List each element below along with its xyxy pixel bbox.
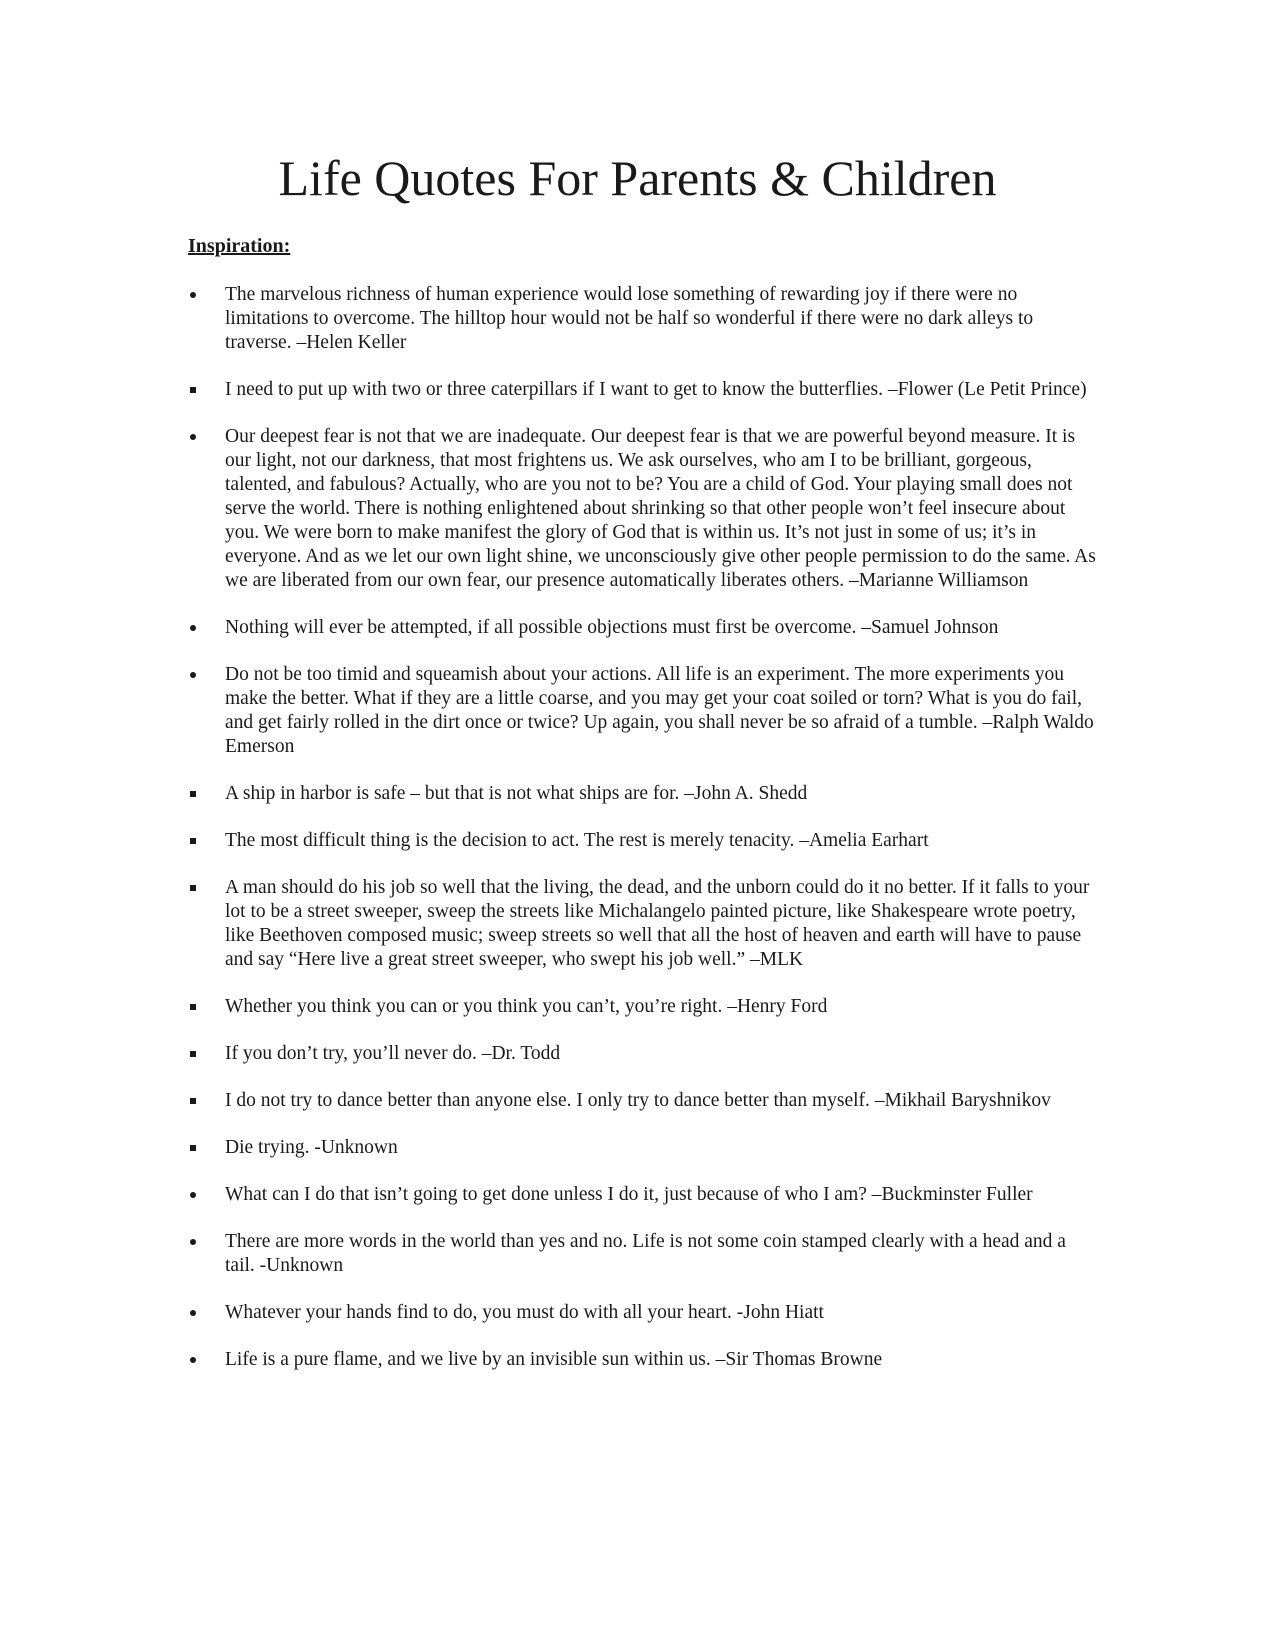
page-title: Life Quotes For Parents & Children: [278, 150, 997, 206]
square-bullet-icon: [188, 782, 202, 806]
quote-item: [188, 1183, 1098, 1207]
quote-text: Whether you think you can or you think you can’t, you’re right. –Henry Ford: [225, 996, 828, 1017]
quote-text: Our deepest fear is not that we are inadequate. Our deepest fear is that we are powerful beyond measure. It is our light, not our darkness, that most frightens us. We ask ourselves, who am I to be brilliant, gorgeous, talented, and fabulous? Actually, who are you not to be? You are a child of God. Your playing small does not serve the world. There is nothing enlightened about shrinking so that other people won’t feel insecure about you. We were born to make manifest the glory of God that is within us. It’s not just in some of us; it’s in everyone. And as we let our own light shine, we unconsciously give other people permission to do the same. As we are liberated from our own fear, our presence automatically liberates others. –Marianne Williamson: [225, 426, 1096, 591]
quote-item: [188, 1136, 1098, 1160]
quote-text: Die trying. -Unknown: [225, 1137, 398, 1158]
quote-item: [188, 663, 1098, 759]
round-bullet-icon: [188, 1183, 202, 1207]
square-bullet-icon: [188, 378, 202, 402]
round-bullet-icon: [188, 1301, 202, 1325]
quote-text: A ship in harbor is safe – but that is not what ships are for. –John A. Shedd: [225, 783, 808, 804]
quote-item: [188, 1348, 1098, 1372]
quote-item: [188, 829, 1098, 853]
quote-item: [188, 378, 1098, 402]
round-bullet-icon: [188, 425, 202, 449]
quote-item: [188, 995, 1098, 1019]
square-bullet-icon: [188, 1136, 202, 1160]
quote-item: [188, 1301, 1098, 1325]
quote-text: What can I do that isn’t going to get done unless I do it, just because of who I am? –Buckminster Fuller: [225, 1184, 1033, 1205]
quote-item: [188, 1042, 1098, 1066]
square-bullet-icon: [188, 876, 202, 900]
quote-text: There are more words in the world than yes and no. Life is not some coin stamped clearly with a head and a tail. -Unknown: [225, 1231, 1066, 1276]
quote-text: Life is a pure flame, and we live by an invisible sun within us. –Sir Thomas Browne: [225, 1349, 883, 1370]
square-bullet-icon: [188, 995, 202, 1019]
quote-item: [188, 1089, 1098, 1113]
quote-text: The marvelous richness of human experience would lose something of rewarding joy if there were no limitations to overcome. The hilltop hour would not be half so wonderful if there were no dark alleys to traverse. –Helen Keller: [225, 284, 1034, 353]
square-bullet-icon: [188, 829, 202, 853]
quote-text: I need to put up with two or three caterpillars if I want to get to know the butterflies. –Flower (Le Petit Prince): [225, 379, 1087, 400]
square-bullet-icon: [188, 1042, 202, 1066]
square-bullet-icon: [188, 1089, 202, 1113]
section-heading-inspiration: Inspiration:: [188, 235, 291, 257]
quote-item: [188, 876, 1098, 972]
quote-text: Do not be too timid and squeamish about your actions. All life is an experiment. The more experiments you make the better. What if they are a little coarse, and you may get your coat soiled or torn? What is you do fail, and get fairly rolled in the dirt once or twice? Up again, you shall never be so afraid of a tumble. –Ralph Waldo Emerson: [225, 664, 1094, 757]
quote-text: I do not try to dance better than anyone else. I only try to dance better than myself. –Mikhail Baryshnikov: [225, 1090, 1051, 1111]
quote-text: Whatever your hands find to do, you must do with all your heart. -John Hiatt: [225, 1302, 824, 1323]
quote-text: Nothing will ever be attempted, if all possible objections must first be overcome. –Samuel Johnson: [225, 617, 999, 638]
round-bullet-icon: [188, 616, 202, 640]
quote-text: The most difficult thing is the decision to act. The rest is merely tenacity. –Amelia Earhart: [225, 830, 929, 851]
quote-text: If you don’t try, you’ll never do. –Dr. Todd: [225, 1043, 561, 1064]
quote-item: [188, 283, 1098, 355]
round-bullet-icon: [188, 663, 202, 687]
quote-item: [188, 1230, 1098, 1278]
quote-text: A man should do his job so well that the living, the dead, and the unborn could do it no better. If it falls to your lot to be a street sweeper, sweep the streets like Michalangelo painted picture, like Shakespeare wrote poetry, like Beethoven composed music; sweep streets so well that all the host of heaven and earth will have to pause and say “Here live a great street sweeper, who swept his job well.” –MLK: [225, 877, 1090, 970]
quote-item: [188, 616, 1098, 640]
quote-item: [188, 782, 1098, 806]
quote-item: [188, 425, 1098, 593]
round-bullet-icon: [188, 1348, 202, 1372]
quote-list: [188, 283, 1098, 1395]
round-bullet-icon: [188, 283, 202, 307]
round-bullet-icon: [188, 1230, 202, 1254]
